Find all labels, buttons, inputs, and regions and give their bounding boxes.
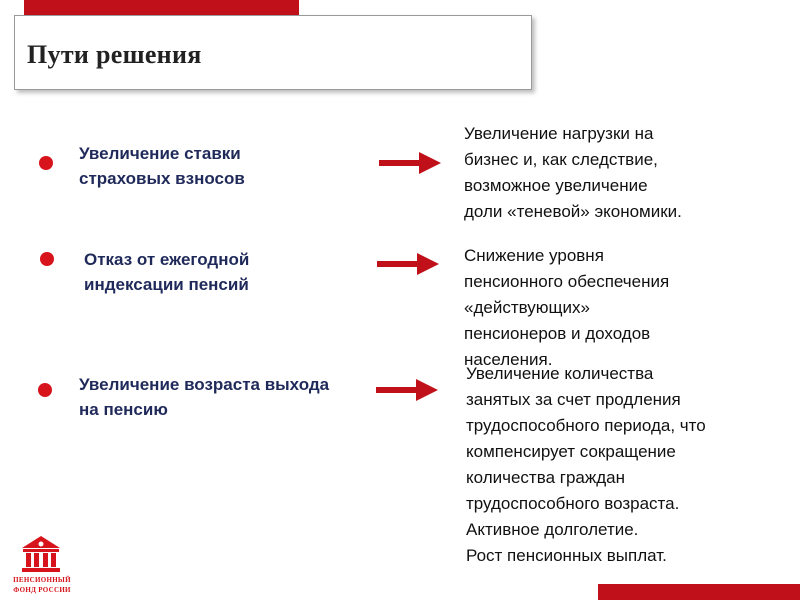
arrow-right-icon <box>376 378 440 402</box>
cause-1-line-2: страховых взносов <box>79 169 245 188</box>
effect-1-line-4: доли «теневой» экономики. <box>464 202 682 221</box>
effect-3-line-7: Активное долголетие. <box>466 520 639 539</box>
cause-1-line-1: Увеличение ставки <box>79 144 241 163</box>
effect-3-line-5: количества граждан <box>466 468 625 487</box>
arrow-right-icon <box>377 252 441 276</box>
cause-1 <box>79 141 245 191</box>
effect-3-line-8: Рост пенсионных выплат. <box>466 546 667 565</box>
pension-fund-logo-icon <box>20 534 62 574</box>
effect-3-line-4: компенсирует сокращение <box>466 442 676 461</box>
effect-1 <box>464 121 682 225</box>
cause-3-line-1: Увеличение возраста выхода <box>79 375 330 394</box>
logo-text-line-1: ПЕНСИОННЫЙ <box>13 576 71 584</box>
cause-2-line-2: индексации пенсий <box>84 275 249 294</box>
bullet-icon <box>40 252 54 266</box>
effect-2-line-3: «действующих» <box>464 298 590 317</box>
effect-3-line-1: Увеличение количества <box>466 364 654 383</box>
effect-1-line-2: бизнес и, как следствие, <box>464 150 658 169</box>
effect-3-line-2: занятых за счет продления <box>466 390 681 409</box>
cause-3 <box>79 372 329 422</box>
bullet-icon <box>38 383 52 397</box>
bullet-icon <box>39 156 53 170</box>
effect-2-line-2: пенсионного обеспечения <box>464 272 670 291</box>
effect-1-line-1: Увеличение нагрузки на <box>464 124 654 143</box>
logo-text <box>4 575 80 595</box>
effect-2-line-4: пенсионеров и доходов <box>464 324 651 343</box>
effect-2 <box>464 243 669 373</box>
effect-3 <box>466 361 706 569</box>
effect-2-line-1: Снижение уровня <box>464 246 604 265</box>
effect-3-line-3: трудоспособного периода, что <box>466 416 706 435</box>
effect-2-line-5: населения. <box>464 350 553 369</box>
top-accent-bar <box>24 0 299 16</box>
pension-fund-logo <box>4 534 80 598</box>
title-box <box>14 15 532 90</box>
bottom-accent-bar <box>598 584 800 600</box>
effect-3-line-6: трудоспособного возраста. <box>466 494 680 513</box>
logo-text-line-2: ФОНД РОССИИ <box>13 586 71 594</box>
cause-2-line-1: Отказ от ежегодной <box>84 250 250 269</box>
page-title: Пути решения <box>27 40 202 69</box>
cause-2 <box>84 247 249 297</box>
cause-3-line-2: на пенсию <box>79 400 168 419</box>
effect-1-line-3: возможное увеличение <box>464 176 648 195</box>
arrow-right-icon <box>379 151 443 175</box>
